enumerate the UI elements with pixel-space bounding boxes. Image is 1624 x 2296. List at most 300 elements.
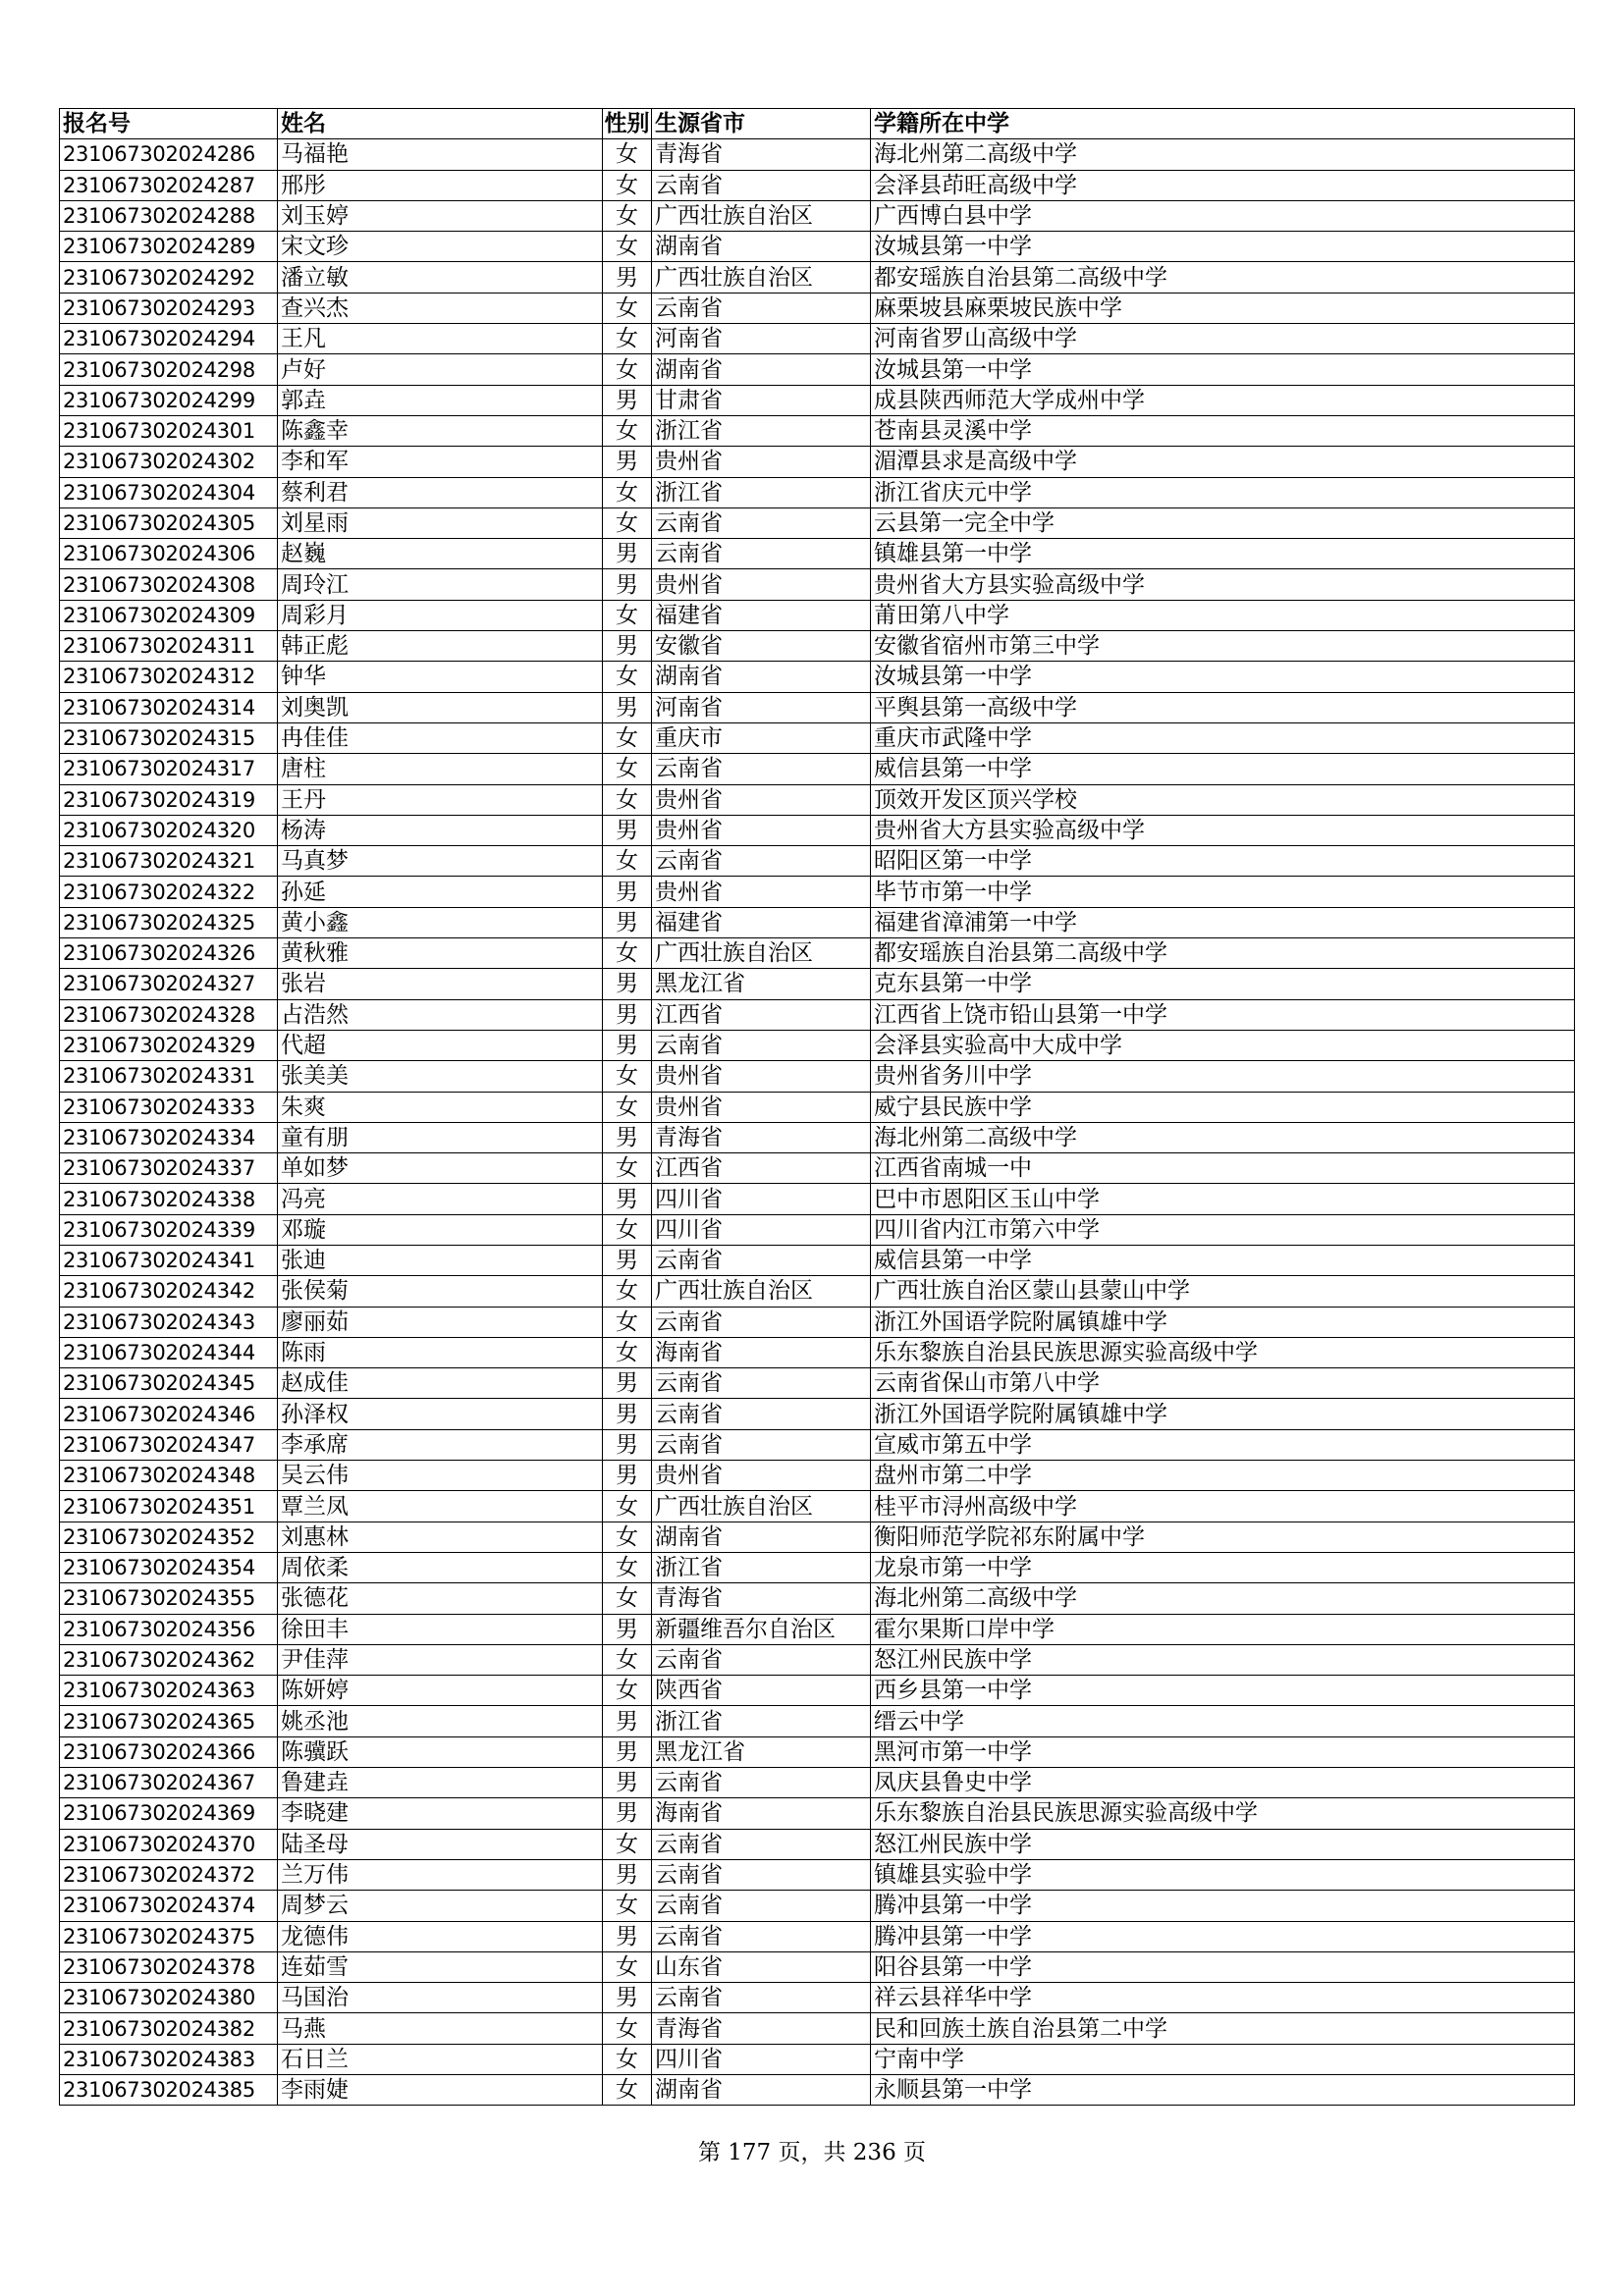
gender-cell: 女 [603, 938, 652, 969]
name-cell: 周依柔 [278, 1552, 603, 1582]
origin-province-cell: 云南省 [652, 1030, 871, 1060]
registration-number-cell: 231067302024288 [60, 200, 278, 231]
origin-province-cell: 河南省 [652, 692, 871, 722]
gender-cell: 男 [603, 1706, 652, 1736]
origin-province-cell: 甘肃省 [652, 385, 871, 415]
registered-school-cell: 威信县第一中学 [871, 1245, 1575, 1275]
registration-number-cell: 231067302024329 [60, 1030, 278, 1060]
registered-school-cell: 黑河市第一中学 [871, 1736, 1575, 1767]
gender-cell: 男 [603, 1983, 652, 2013]
registered-school-cell: 镇雄县第一中学 [871, 539, 1575, 569]
gender-cell: 女 [603, 2075, 652, 2106]
name-cell: 冉佳佳 [278, 722, 603, 753]
origin-province-cell: 四川省 [652, 1214, 871, 1245]
gender-cell: 男 [603, 385, 652, 415]
origin-province-cell: 黑龙江省 [652, 1736, 871, 1767]
registered-school-cell: 广西壮族自治区蒙山县蒙山中学 [871, 1276, 1575, 1307]
name-cell: 张岩 [278, 969, 603, 999]
name-cell: 张德花 [278, 1583, 603, 1614]
registration-number-cell: 231067302024354 [60, 1552, 278, 1582]
gender-cell: 女 [603, 139, 652, 170]
table-row [60, 293, 1575, 323]
table-row [60, 1307, 1575, 1337]
table-row [60, 1214, 1575, 1245]
registered-school-cell: 昭阳区第一中学 [871, 846, 1575, 877]
table-row [60, 477, 1575, 507]
name-cell: 钟华 [278, 662, 603, 692]
origin-province-cell: 福建省 [652, 600, 871, 630]
name-cell: 陈骥跃 [278, 1736, 603, 1767]
name-cell: 张侯菊 [278, 1276, 603, 1307]
gender-cell: 女 [603, 170, 652, 200]
gender-cell: 女 [603, 1214, 652, 1245]
registration-number-cell: 231067302024338 [60, 1184, 278, 1214]
registered-school-cell: 龙泉市第一中学 [871, 1552, 1575, 1582]
table-row [60, 815, 1575, 845]
registered-school-cell: 贵州省大方县实验高级中学 [871, 569, 1575, 600]
name-cell: 黄小鑫 [278, 907, 603, 937]
registered-school-cell: 麻栗坡县麻栗坡民族中学 [871, 293, 1575, 323]
registered-school-cell: 西乡县第一中学 [871, 1676, 1575, 1706]
origin-province-cell: 云南省 [652, 170, 871, 200]
registration-number-cell: 231067302024337 [60, 1153, 278, 1184]
origin-province-cell: 四川省 [652, 1184, 871, 1214]
origin-province-cell: 云南省 [652, 1921, 871, 1951]
table-row [60, 1522, 1575, 1552]
name-cell: 刘奥凯 [278, 692, 603, 722]
gender-cell: 女 [603, 1583, 652, 1614]
origin-province-cell: 江西省 [652, 999, 871, 1030]
origin-province-cell: 青海省 [652, 2013, 871, 2044]
table-row [60, 447, 1575, 477]
gender-cell: 男 [603, 1399, 652, 1429]
gender-cell: 女 [603, 1153, 652, 1184]
registered-school-cell: 缙云中学 [871, 1706, 1575, 1736]
registration-number-cell: 231067302024302 [60, 447, 278, 477]
gender-cell: 男 [603, 1859, 652, 1890]
name-cell: 廖丽茹 [278, 1307, 603, 1337]
registered-school-cell: 顶效开发区顶兴学校 [871, 784, 1575, 815]
registered-school-cell: 永顺县第一中学 [871, 2075, 1575, 2106]
gender-cell: 男 [603, 969, 652, 999]
registration-number-cell: 231067302024319 [60, 784, 278, 815]
name-cell: 马真梦 [278, 846, 603, 877]
table-row [60, 1092, 1575, 1122]
gender-cell: 女 [603, 324, 652, 354]
registered-school-cell: 宁南中学 [871, 2044, 1575, 2074]
origin-province-cell: 浙江省 [652, 415, 871, 446]
origin-province-cell: 浙江省 [652, 1552, 871, 1582]
table-row [60, 1337, 1575, 1367]
name-cell: 卢好 [278, 354, 603, 385]
gender-cell: 男 [603, 877, 652, 907]
registration-number-cell: 231067302024382 [60, 2013, 278, 2044]
registered-school-cell: 乐东黎族自治县民族思源实验高级中学 [871, 1337, 1575, 1367]
table-row [60, 1768, 1575, 1798]
registered-school-cell: 四川省内江市第六中学 [871, 1214, 1575, 1245]
gender-cell: 男 [603, 1245, 652, 1275]
gender-cell: 男 [603, 1614, 652, 1644]
name-cell: 黄秋雅 [278, 938, 603, 969]
name-cell: 李和军 [278, 447, 603, 477]
registered-school-cell: 浙江外国语学院附属镇雄中学 [871, 1307, 1575, 1337]
registered-school-cell: 海北州第二高级中学 [871, 1122, 1575, 1152]
registration-number-cell: 231067302024351 [60, 1491, 278, 1522]
gender-cell: 女 [603, 2013, 652, 2044]
origin-province-cell: 海南省 [652, 1798, 871, 1829]
origin-province-cell: 贵州省 [652, 1061, 871, 1092]
gender-cell: 女 [603, 846, 652, 877]
name-cell: 潘立敏 [278, 262, 603, 293]
registration-number-cell: 231067302024342 [60, 1276, 278, 1307]
registration-number-cell: 231067302024321 [60, 846, 278, 877]
registration-number-cell: 231067302024356 [60, 1614, 278, 1644]
origin-province-cell: 安徽省 [652, 631, 871, 662]
origin-province-cell: 贵州省 [652, 877, 871, 907]
registration-number-cell: 231067302024286 [60, 139, 278, 170]
origin-province-cell: 广西壮族自治区 [652, 200, 871, 231]
origin-province-cell: 广西壮族自治区 [652, 1276, 871, 1307]
gender-cell: 男 [603, 1122, 652, 1152]
gender-cell: 女 [603, 507, 652, 538]
table-row [60, 1429, 1575, 1460]
table-row [60, 1891, 1575, 1921]
table-row [60, 1583, 1575, 1614]
name-cell: 郭垚 [278, 385, 603, 415]
registered-school-cell: 威宁县民族中学 [871, 1092, 1575, 1122]
name-cell: 周玲江 [278, 569, 603, 600]
table-row [60, 2075, 1575, 2106]
origin-province-cell: 浙江省 [652, 477, 871, 507]
registration-number-cell: 231067302024317 [60, 754, 278, 784]
registration-number-cell: 231067302024320 [60, 815, 278, 845]
registered-school-cell: 河南省罗山高级中学 [871, 324, 1575, 354]
table-row [60, 1921, 1575, 1951]
registration-number-cell: 231067302024348 [60, 1461, 278, 1491]
gender-cell: 女 [603, 1891, 652, 1921]
name-cell: 陆圣母 [278, 1829, 603, 1859]
registered-school-cell: 毕节市第一中学 [871, 877, 1575, 907]
table-row [60, 1614, 1575, 1644]
registration-number-cell: 231067302024333 [60, 1092, 278, 1122]
origin-province-cell: 云南省 [652, 1829, 871, 1859]
name-cell: 周梦云 [278, 1891, 603, 1921]
name-cell: 陈妍婷 [278, 1676, 603, 1706]
origin-province-cell: 云南省 [652, 1307, 871, 1337]
origin-province-cell: 湖南省 [652, 662, 871, 692]
table-row [60, 1122, 1575, 1152]
registration-number-cell: 231067302024369 [60, 1798, 278, 1829]
gender-cell: 女 [603, 2044, 652, 2074]
registered-school-cell: 广西博白县中学 [871, 200, 1575, 231]
table-row [60, 999, 1575, 1030]
origin-province-cell: 重庆市 [652, 722, 871, 753]
name-cell: 韩正彪 [278, 631, 603, 662]
origin-province-cell: 云南省 [652, 1983, 871, 2013]
table-row [60, 1276, 1575, 1307]
table-row [60, 1859, 1575, 1890]
registration-number-cell: 231067302024378 [60, 1951, 278, 1982]
registration-number-cell: 231067302024308 [60, 569, 278, 600]
table-row [60, 1951, 1575, 1982]
registered-school-cell: 贵州省务川中学 [871, 1061, 1575, 1092]
registered-school-cell: 盘州市第二中学 [871, 1461, 1575, 1491]
table-row [60, 1983, 1575, 2013]
gender-cell: 男 [603, 1921, 652, 1951]
registered-school-cell: 乐东黎族自治县民族思源实验高级中学 [871, 1798, 1575, 1829]
registration-number-cell: 231067302024322 [60, 877, 278, 907]
name-cell: 陈鑫幸 [278, 415, 603, 446]
registered-school-cell: 衡阳师范学院祁东附属中学 [871, 1522, 1575, 1552]
registration-number-cell: 231067302024328 [60, 999, 278, 1030]
registered-school-cell: 苍南县灵溪中学 [871, 415, 1575, 446]
registered-school-cell: 云县第一完全中学 [871, 507, 1575, 538]
origin-province-cell: 青海省 [652, 1122, 871, 1152]
table-row [60, 1644, 1575, 1675]
gender-cell: 男 [603, 1768, 652, 1798]
admission-roster-table [59, 108, 1575, 2106]
gender-cell: 男 [603, 1184, 652, 1214]
registration-number-cell: 231067302024363 [60, 1676, 278, 1706]
name-cell: 占浩然 [278, 999, 603, 1030]
table-row [60, 846, 1575, 877]
table-row [60, 754, 1575, 784]
gender-cell: 男 [603, 815, 652, 845]
registration-number-cell: 231067302024343 [60, 1307, 278, 1337]
origin-province-cell: 贵州省 [652, 1092, 871, 1122]
registration-number-cell: 231067302024339 [60, 1214, 278, 1245]
table-row [60, 2044, 1575, 2074]
name-cell: 周彩月 [278, 600, 603, 630]
origin-province-cell: 广西壮族自治区 [652, 262, 871, 293]
gender-cell: 女 [603, 1951, 652, 1982]
registration-number-cell: 231067302024299 [60, 385, 278, 415]
registered-school-cell: 怒江州民族中学 [871, 1644, 1575, 1675]
name-cell: 赵成佳 [278, 1368, 603, 1399]
table-row [60, 2013, 1575, 2044]
gender-cell: 女 [603, 1676, 652, 1706]
name-cell: 李雨婕 [278, 2075, 603, 2106]
gender-cell: 男 [603, 1429, 652, 1460]
table-row [60, 569, 1575, 600]
registration-number-cell: 231067302024355 [60, 1583, 278, 1614]
registered-school-cell: 霍尔果斯口岸中学 [871, 1614, 1575, 1644]
registration-number-cell: 231067302024289 [60, 232, 278, 262]
registration-number-cell: 231067302024365 [60, 1706, 278, 1736]
name-cell: 李承席 [278, 1429, 603, 1460]
table-row [60, 722, 1575, 753]
table-row [60, 1552, 1575, 1582]
registration-number-cell: 231067302024366 [60, 1736, 278, 1767]
name-cell: 兰万伟 [278, 1859, 603, 1890]
registered-school-cell: 贵州省大方县实验高级中学 [871, 815, 1575, 845]
name-cell: 石日兰 [278, 2044, 603, 2074]
header-name: 姓名 [278, 109, 603, 139]
registered-school-cell: 宣威市第五中学 [871, 1429, 1575, 1460]
table-row [60, 415, 1575, 446]
gender-cell: 女 [603, 1644, 652, 1675]
origin-province-cell: 云南省 [652, 1429, 871, 1460]
origin-province-cell: 云南省 [652, 1245, 871, 1275]
origin-province-cell: 湖南省 [652, 232, 871, 262]
table-row [60, 139, 1575, 170]
table-row [60, 507, 1575, 538]
name-cell: 张迪 [278, 1245, 603, 1275]
gender-cell: 男 [603, 1461, 652, 1491]
origin-province-cell: 广西壮族自治区 [652, 1491, 871, 1522]
registered-school-cell: 安徽省宿州市第三中学 [871, 631, 1575, 662]
name-cell: 李晓建 [278, 1798, 603, 1829]
gender-cell: 男 [603, 262, 652, 293]
origin-province-cell: 青海省 [652, 1583, 871, 1614]
name-cell: 陈雨 [278, 1337, 603, 1367]
registration-number-cell: 231067302024383 [60, 2044, 278, 2074]
origin-province-cell: 新疆维吾尔自治区 [652, 1614, 871, 1644]
header-gender: 性别 [603, 109, 652, 139]
registration-number-cell: 231067302024331 [60, 1061, 278, 1092]
gender-cell: 女 [603, 293, 652, 323]
origin-province-cell: 云南省 [652, 1768, 871, 1798]
registration-number-cell: 231067302024334 [60, 1122, 278, 1152]
registered-school-cell: 桂平市浔州高级中学 [871, 1491, 1575, 1522]
origin-province-cell: 云南省 [652, 507, 871, 538]
table-row [60, 170, 1575, 200]
name-cell: 赵巍 [278, 539, 603, 569]
table-row [60, 1399, 1575, 1429]
registered-school-cell: 克东县第一中学 [871, 969, 1575, 999]
gender-cell: 女 [603, 415, 652, 446]
origin-province-cell: 陕西省 [652, 1676, 871, 1706]
registered-school-cell: 福建省漳浦第一中学 [871, 907, 1575, 937]
origin-province-cell: 海南省 [652, 1337, 871, 1367]
registered-school-cell: 汝城县第一中学 [871, 354, 1575, 385]
table-row [60, 969, 1575, 999]
registration-number-cell: 231067302024294 [60, 324, 278, 354]
registered-school-cell: 祥云县祥华中学 [871, 1983, 1575, 2013]
header-origin-province: 生源省市 [652, 109, 871, 139]
gender-cell: 男 [603, 907, 652, 937]
registered-school-cell: 都安瑶族自治县第二高级中学 [871, 938, 1575, 969]
name-cell: 杨涛 [278, 815, 603, 845]
table-row [60, 1368, 1575, 1399]
registration-number-cell: 231067302024312 [60, 662, 278, 692]
table-row [60, 600, 1575, 630]
table-row [60, 1461, 1575, 1491]
origin-province-cell: 云南省 [652, 846, 871, 877]
gender-cell: 女 [603, 1829, 652, 1859]
registration-number-cell: 231067302024341 [60, 1245, 278, 1275]
registered-school-cell: 怒江州民族中学 [871, 1829, 1575, 1859]
gender-cell: 女 [603, 784, 652, 815]
registered-school-cell: 湄潭县求是高级中学 [871, 447, 1575, 477]
registered-school-cell: 汝城县第一中学 [871, 662, 1575, 692]
gender-cell: 女 [603, 200, 652, 231]
registration-number-cell: 231067302024304 [60, 477, 278, 507]
origin-province-cell: 江西省 [652, 1153, 871, 1184]
name-cell: 徐田丰 [278, 1614, 603, 1644]
registered-school-cell: 汝城县第一中学 [871, 232, 1575, 262]
gender-cell: 男 [603, 692, 652, 722]
name-cell: 查兴杰 [278, 293, 603, 323]
gender-cell: 女 [603, 1092, 652, 1122]
table-row [60, 1491, 1575, 1522]
gender-cell: 女 [603, 1522, 652, 1552]
name-cell: 邢彤 [278, 170, 603, 200]
table-row [60, 200, 1575, 231]
gender-cell: 男 [603, 1030, 652, 1060]
registration-number-cell: 231067302024345 [60, 1368, 278, 1399]
registration-number-cell: 231067302024306 [60, 539, 278, 569]
name-cell: 邓璇 [278, 1214, 603, 1245]
registration-number-cell: 231067302024385 [60, 2075, 278, 2106]
gender-cell: 女 [603, 1491, 652, 1522]
registered-school-cell: 重庆市武隆中学 [871, 722, 1575, 753]
registered-school-cell: 威信县第一中学 [871, 754, 1575, 784]
name-cell: 鲁建垚 [278, 1768, 603, 1798]
name-cell: 单如梦 [278, 1153, 603, 1184]
table-row [60, 1736, 1575, 1767]
gender-cell: 男 [603, 1798, 652, 1829]
origin-province-cell: 福建省 [652, 907, 871, 937]
origin-province-cell: 广西壮族自治区 [652, 938, 871, 969]
registration-number-cell: 231067302024325 [60, 907, 278, 937]
name-cell: 刘惠林 [278, 1522, 603, 1552]
registration-number-cell: 231067302024375 [60, 1921, 278, 1951]
origin-province-cell: 黑龙江省 [652, 969, 871, 999]
name-cell: 连茹雪 [278, 1951, 603, 1982]
registration-number-cell: 231067302024327 [60, 969, 278, 999]
registration-number-cell: 231067302024344 [60, 1337, 278, 1367]
origin-province-cell: 云南省 [652, 1891, 871, 1921]
table-body [60, 139, 1575, 2106]
registered-school-cell: 民和回族土族自治县第二中学 [871, 2013, 1575, 2044]
registration-number-cell: 231067302024362 [60, 1644, 278, 1675]
gender-cell: 女 [603, 754, 652, 784]
table-header-row [60, 109, 1575, 139]
gender-cell: 女 [603, 1061, 652, 1092]
table-row [60, 1184, 1575, 1214]
header-registration-number: 报名号 [60, 109, 278, 139]
table-row [60, 385, 1575, 415]
table-row [60, 877, 1575, 907]
name-cell: 马福艳 [278, 139, 603, 170]
gender-cell: 男 [603, 539, 652, 569]
gender-cell: 女 [603, 600, 652, 630]
registration-number-cell: 231067302024298 [60, 354, 278, 385]
registered-school-cell: 阳谷县第一中学 [871, 1951, 1575, 1982]
table-row [60, 1061, 1575, 1092]
table-row [60, 262, 1575, 293]
origin-province-cell: 云南省 [652, 1399, 871, 1429]
name-cell: 代超 [278, 1030, 603, 1060]
registration-number-cell: 231067302024287 [60, 170, 278, 200]
gender-cell: 男 [603, 447, 652, 477]
registered-school-cell: 江西省上饶市铅山县第一中学 [871, 999, 1575, 1030]
name-cell: 唐柱 [278, 754, 603, 784]
registration-number-cell: 231067302024370 [60, 1829, 278, 1859]
origin-province-cell: 山东省 [652, 1951, 871, 1982]
registered-school-cell: 海北州第二高级中学 [871, 1583, 1575, 1614]
name-cell: 刘星雨 [278, 507, 603, 538]
registration-number-cell: 231067302024346 [60, 1399, 278, 1429]
table-row [60, 1706, 1575, 1736]
name-cell: 蔡利君 [278, 477, 603, 507]
page-number-footer: 第 177 页，共 236 页 [697, 2140, 927, 2165]
gender-cell: 女 [603, 1337, 652, 1367]
gender-cell: 女 [603, 477, 652, 507]
table-row [60, 1829, 1575, 1859]
origin-province-cell: 四川省 [652, 2044, 871, 2074]
